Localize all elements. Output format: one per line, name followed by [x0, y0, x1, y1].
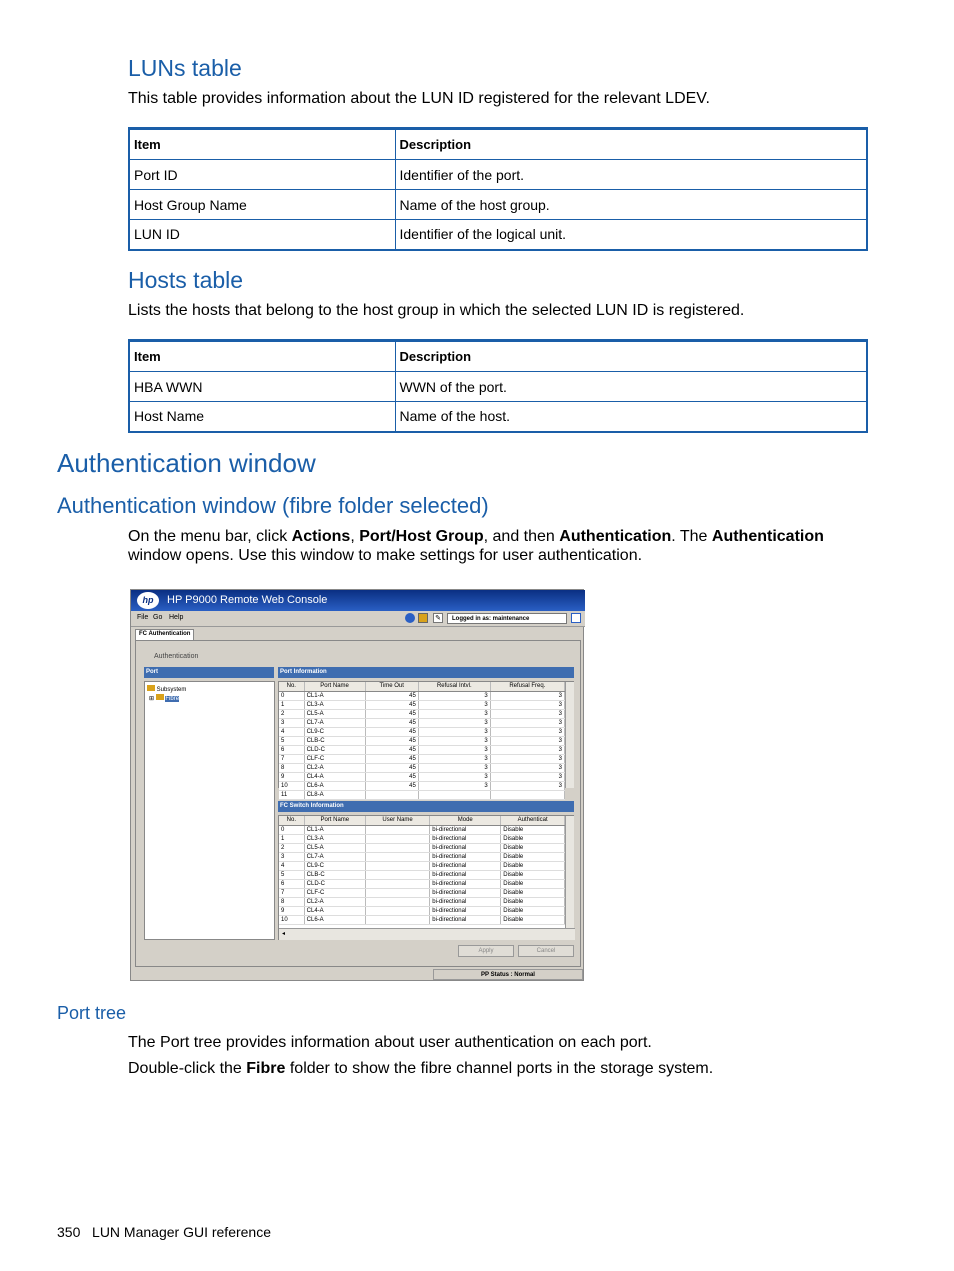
text-run: Double-click the — [128, 1060, 247, 1077]
table-cell: CL4-A — [304, 906, 365, 915]
table-cell: CL8-A — [304, 790, 365, 799]
table-row[interactable] — [279, 772, 565, 781]
globe-icon[interactable] — [405, 613, 415, 623]
table-row — [129, 402, 867, 432]
cell-description: WWN of the port. — [395, 372, 867, 402]
port-tree-paragraph-1: The Port tree provides information about user authentication on each port. — [128, 1034, 652, 1051]
table-cell — [365, 915, 429, 924]
table-cell: 45 — [365, 727, 418, 736]
port-section-bar: Port — [144, 667, 274, 678]
table-header-row — [129, 341, 867, 372]
table-cell: 45 — [365, 763, 418, 772]
fc-switch-table — [279, 816, 565, 925]
table-row[interactable] — [279, 843, 565, 852]
vertical-scrollbar[interactable] — [565, 816, 574, 928]
table-cell: 3 — [418, 718, 490, 727]
hp-logo: hp — [137, 592, 159, 609]
table-cell: 45 — [365, 745, 418, 754]
table-cell: 6 — [279, 745, 304, 754]
table-cell: CL9-C — [304, 861, 365, 870]
table-cell: 3 — [418, 754, 490, 763]
menu-file[interactable]: File — [137, 614, 149, 621]
table-cell — [365, 825, 429, 834]
table-row[interactable] — [279, 861, 565, 870]
text-run-bold: Actions — [291, 528, 351, 545]
table-cell: CL5-A — [304, 843, 365, 852]
table-cell: 3 — [490, 727, 564, 736]
table-cell: CL3-A — [304, 700, 365, 709]
table-cell: bi-directional — [430, 906, 501, 915]
table-cell: 3 — [490, 700, 564, 709]
table-cell: 0 — [279, 691, 304, 700]
menu-go[interactable]: Go — [153, 614, 163, 621]
cell-item: HBA WWN — [129, 372, 395, 402]
table-cell — [365, 790, 418, 799]
column-header[interactable]: User Name — [365, 816, 429, 825]
cell-description: Identifier of the port. — [395, 160, 867, 190]
fc-switch-section-bar: FC Switch Information — [278, 801, 574, 812]
main-panel — [135, 640, 581, 967]
text-run-bold: Fibre — [246, 1060, 286, 1077]
table-row[interactable] — [279, 691, 565, 700]
table-cell: Disable — [501, 906, 565, 915]
table-cell: 3 — [490, 754, 564, 763]
table-cell: CL7-A — [304, 852, 365, 861]
footer-title: LUN Manager GUI reference — [92, 1224, 271, 1240]
table-cell — [365, 834, 429, 843]
table-cell — [365, 879, 429, 888]
hosts-table — [128, 339, 868, 433]
col-description: Description — [395, 129, 867, 160]
table-cell: 9 — [279, 906, 304, 915]
menu-help[interactable]: Help — [169, 614, 184, 621]
table-cell — [418, 790, 490, 799]
tree-item-fibre[interactable] — [149, 694, 179, 702]
column-header[interactable]: Authenticat — [501, 816, 565, 825]
table-row[interactable] — [279, 852, 565, 861]
column-header[interactable]: Refusal Freq. — [490, 682, 564, 691]
table-cell: 0 — [279, 825, 304, 834]
table-cell: 3 — [418, 691, 490, 700]
table-cell: 3 — [490, 781, 564, 790]
table-row[interactable] — [279, 781, 565, 790]
table-cell — [365, 897, 429, 906]
window-titlebar — [131, 590, 585, 611]
cell-description: Name of the host group. — [395, 190, 867, 220]
table-cell: Disable — [501, 843, 565, 852]
table-row[interactable] — [279, 736, 565, 745]
table-cell: Disable — [501, 915, 565, 924]
table-cell: bi-directional — [430, 861, 501, 870]
table-cell: bi-directional — [430, 834, 501, 843]
table-cell: 1 — [279, 834, 304, 843]
table-cell: CL1-A — [304, 825, 365, 834]
port-info-section-bar: Port Information — [278, 667, 574, 678]
table-cell: CLF-C — [304, 754, 365, 763]
table-cell: 5 — [279, 736, 304, 745]
luns-table — [128, 127, 868, 251]
table-cell — [365, 843, 429, 852]
table-cell: 3 — [418, 709, 490, 718]
pen-icon[interactable]: ✎ — [433, 613, 443, 623]
table-cell — [365, 870, 429, 879]
cell-item: LUN ID — [129, 220, 395, 250]
page-number: 350 — [57, 1224, 81, 1240]
port-info-table-box — [278, 681, 574, 798]
table-cell: bi-directional — [430, 852, 501, 861]
table-row[interactable] — [279, 790, 565, 799]
col-description: Description — [395, 341, 867, 372]
cell-item: Host Name — [129, 402, 395, 432]
table-header-row — [279, 816, 565, 825]
table-cell: CL6-A — [304, 915, 365, 924]
port-tree[interactable] — [144, 681, 275, 940]
table-cell: bi-directional — [430, 915, 501, 924]
port-info-table — [279, 682, 565, 800]
table-cell: Disable — [501, 861, 565, 870]
table-cell: 3 — [418, 700, 490, 709]
table-cell: 3 — [418, 772, 490, 781]
table-row[interactable] — [279, 718, 565, 727]
table-row — [129, 372, 867, 402]
table-cell: 45 — [365, 700, 418, 709]
table-row — [129, 190, 867, 220]
table-cell: 8 — [279, 763, 304, 772]
menu-bar — [131, 611, 585, 627]
column-header[interactable]: Time Out — [365, 682, 418, 691]
table-cell: CL1-A — [304, 691, 365, 700]
table-cell: CLB-C — [304, 736, 365, 745]
table-row — [129, 220, 867, 250]
status-bar: PP Status : Normal — [433, 969, 583, 980]
cancel-button[interactable]: Cancel — [518, 945, 574, 957]
folder-icon — [147, 685, 155, 691]
table-header-row — [279, 682, 565, 691]
table-cell: 3 — [418, 736, 490, 745]
text-run: , — [350, 528, 360, 545]
table-cell: Disable — [501, 825, 565, 834]
table-cell: 45 — [365, 772, 418, 781]
table-cell: 3 — [490, 772, 564, 781]
table-cell: bi-directional — [430, 879, 501, 888]
table-cell: 45 — [365, 754, 418, 763]
table-cell: CL5-A — [304, 709, 365, 718]
table-cell: Disable — [501, 897, 565, 906]
column-header[interactable]: Mode — [430, 816, 501, 825]
table-cell: CLB-C — [304, 870, 365, 879]
table-cell: 3 — [490, 736, 564, 745]
table-cell: 6 — [279, 879, 304, 888]
table-row[interactable] — [279, 709, 565, 718]
table-cell: 8 — [279, 897, 304, 906]
table-cell: 11 — [279, 790, 304, 799]
page-footer — [57, 1224, 271, 1240]
table-cell: Disable — [501, 834, 565, 843]
expand-icon[interactable]: ⊞ — [149, 696, 155, 702]
cell-description: Name of the host. — [395, 402, 867, 432]
vertical-scrollbar[interactable] — [565, 682, 574, 788]
column-header[interactable]: Port Name — [304, 816, 365, 825]
tab-fc-authentication[interactable]: FC Authentication — [135, 629, 194, 640]
table-cell: Disable — [501, 852, 565, 861]
auth-subheading: Authentication window (fibre folder selected) — [57, 493, 489, 518]
table-cell: 45 — [365, 709, 418, 718]
table-cell: CL2-A — [304, 897, 365, 906]
table-cell — [365, 888, 429, 897]
luns-intro: This table provides information about the LUN ID registered for the relevant LDEV. — [128, 90, 710, 107]
table-cell: Disable — [501, 879, 565, 888]
table-cell: bi-directional — [430, 897, 501, 906]
table-cell: CL7-A — [304, 718, 365, 727]
text-run-bold: Authentication — [711, 528, 824, 545]
column-header[interactable]: Refusal Intvl. — [418, 682, 490, 691]
table-cell: CLD-C — [304, 879, 365, 888]
port-tree-paragraph-2 — [128, 1059, 713, 1078]
table-cell: bi-directional — [430, 843, 501, 852]
table-row — [129, 160, 867, 190]
auth-heading: Authentication window — [57, 448, 316, 478]
luns-heading: LUNs table — [128, 55, 242, 81]
horizontal-scrollbar[interactable]: ◂ — [279, 928, 575, 940]
col-item: Item — [129, 341, 395, 372]
table-cell: 3 — [418, 781, 490, 790]
table-cell: 7 — [279, 888, 304, 897]
text-run: , and then — [483, 528, 560, 545]
table-cell: 3 — [490, 691, 564, 700]
text-run: window opens. Use this window to make settings for user authentication. — [128, 547, 643, 564]
tree-root-label: Subsystem — [156, 687, 187, 693]
table-cell: 3 — [279, 852, 304, 861]
fc-switch-table-box — [278, 815, 574, 940]
auth-window-screenshot — [130, 589, 584, 981]
window-icon[interactable] — [571, 613, 581, 623]
table-cell: CL3-A — [304, 834, 365, 843]
table-cell: 3 — [418, 745, 490, 754]
table-row[interactable] — [279, 915, 565, 924]
port-tree-heading: Port tree — [57, 1003, 127, 1023]
apply-button[interactable]: Apply — [458, 945, 514, 957]
column-header[interactable]: No. — [279, 682, 304, 691]
table-cell: 3 — [279, 718, 304, 727]
table-cell: CL6-A — [304, 781, 365, 790]
table-cell: 3 — [418, 727, 490, 736]
table-row[interactable] — [279, 825, 565, 834]
table-cell: CLF-C — [304, 888, 365, 897]
table-cell: 4 — [279, 727, 304, 736]
hosts-intro: Lists the hosts that belong to the host group in which the selected LUN ID is registered. — [128, 302, 745, 319]
cell-item: Port ID — [129, 160, 395, 190]
table-cell: bi-directional — [430, 825, 501, 834]
table-row[interactable] — [279, 834, 565, 843]
table-row[interactable] — [279, 700, 565, 709]
text-run: . The — [671, 528, 712, 545]
column-header[interactable]: No. — [279, 816, 304, 825]
table-header-row — [129, 129, 867, 160]
table-cell: bi-directional — [430, 870, 501, 879]
table-cell: 9 — [279, 772, 304, 781]
tree-root[interactable] — [147, 685, 186, 693]
table-cell: 4 — [279, 861, 304, 870]
window-title: HP P9000 Remote Web Console — [167, 594, 328, 606]
table-cell: CL4-A — [304, 772, 365, 781]
table-cell: 10 — [279, 915, 304, 924]
table-cell: 2 — [279, 843, 304, 852]
cell-description: Identifier of the logical unit. — [395, 220, 867, 250]
table-cell: 45 — [365, 781, 418, 790]
table-cell — [490, 790, 564, 799]
table-cell: 3 — [490, 745, 564, 754]
table-cell: 10 — [279, 781, 304, 790]
table-cell: Disable — [501, 870, 565, 879]
table-cell: 2 — [279, 709, 304, 718]
auth-paragraph — [128, 527, 868, 565]
table-row[interactable] — [279, 870, 565, 879]
table-row[interactable] — [279, 754, 565, 763]
table-cell: 3 — [490, 718, 564, 727]
table-cell: 3 — [418, 763, 490, 772]
column-header[interactable]: Port Name — [304, 682, 365, 691]
folder-icon — [156, 694, 164, 700]
table-cell: 45 — [365, 691, 418, 700]
table-row[interactable] — [279, 888, 565, 897]
table-cell: 45 — [365, 736, 418, 745]
col-item: Item — [129, 129, 395, 160]
logged-in-indicator: Logged in as: maintenance — [447, 613, 567, 624]
text-run: folder to show the fibre channel ports in the storage system. — [285, 1060, 714, 1077]
table-row[interactable] — [279, 897, 565, 906]
table-cell — [365, 861, 429, 870]
tree-item-label: Fibre — [165, 696, 180, 702]
table-row[interactable] — [279, 879, 565, 888]
table-row[interactable] — [279, 906, 565, 915]
table-cell — [365, 906, 429, 915]
folder-icon[interactable] — [418, 613, 428, 623]
cell-item: Host Group Name — [129, 190, 395, 220]
table-row[interactable] — [279, 763, 565, 772]
hosts-heading: Hosts table — [128, 267, 244, 293]
table-cell: CLD-C — [304, 745, 365, 754]
table-cell: 45 — [365, 718, 418, 727]
table-cell: bi-directional — [430, 888, 501, 897]
panel-title: Authentication — [154, 653, 199, 660]
table-cell: 5 — [279, 870, 304, 879]
table-cell: 1 — [279, 700, 304, 709]
table-cell — [365, 852, 429, 861]
table-cell: 3 — [490, 763, 564, 772]
table-row[interactable] — [279, 745, 565, 754]
table-cell: CL9-C — [304, 727, 365, 736]
table-cell: CL2-A — [304, 763, 365, 772]
table-cell: 3 — [490, 709, 564, 718]
table-cell: Disable — [501, 888, 565, 897]
text-run-bold: Port/Host Group — [359, 528, 484, 545]
text-run-bold: Authentication — [559, 528, 672, 545]
table-row[interactable] — [279, 727, 565, 736]
text-run: On the menu bar, click — [128, 528, 292, 545]
table-cell: 7 — [279, 754, 304, 763]
